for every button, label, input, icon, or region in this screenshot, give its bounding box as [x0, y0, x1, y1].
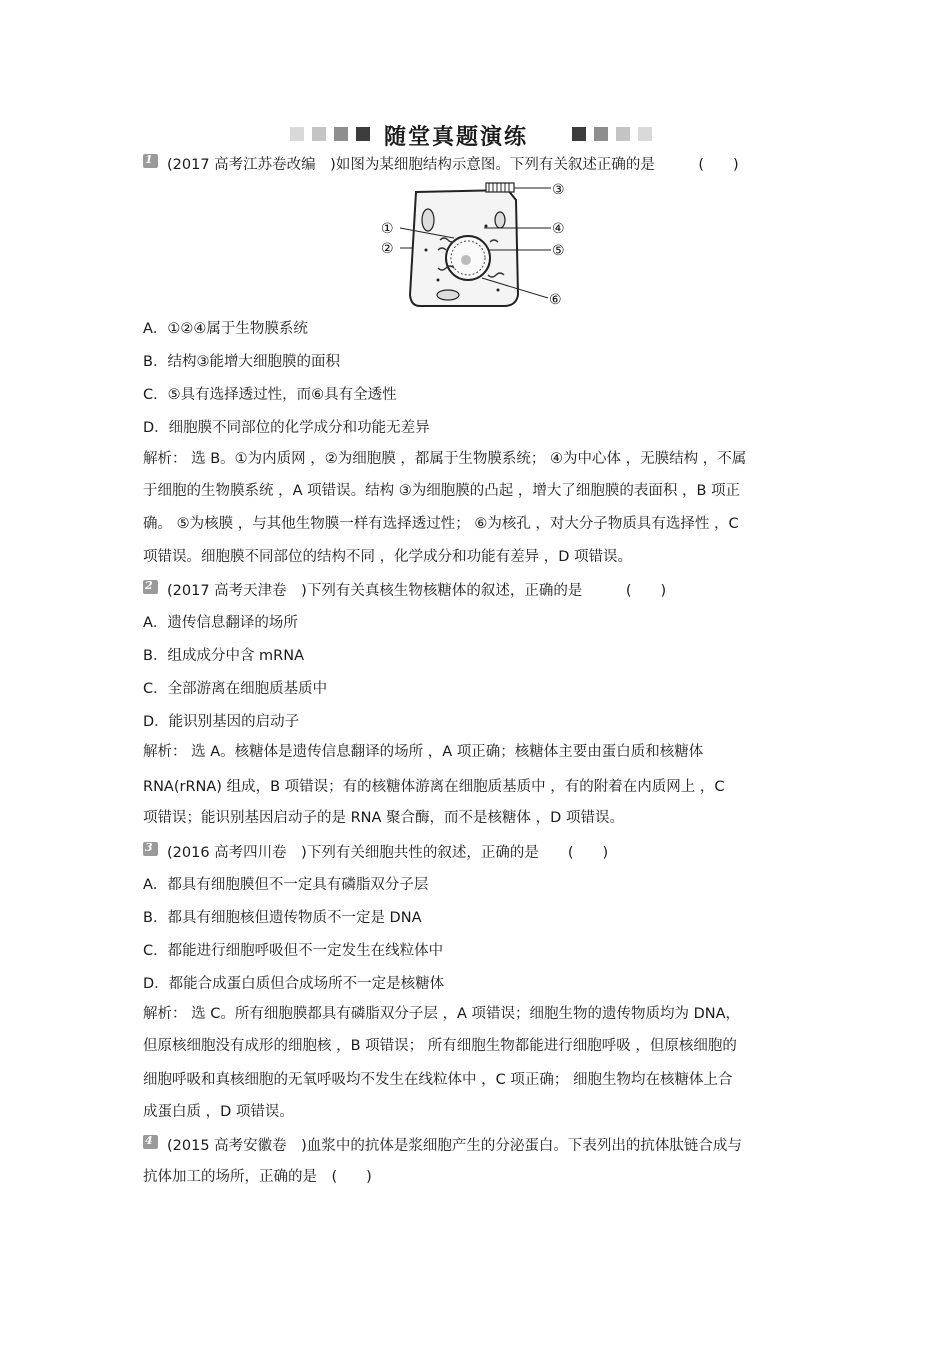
decor-square	[572, 127, 586, 141]
label-5: ⑤	[552, 243, 565, 259]
question-stem: (2015 高考安徽卷 )血浆中的抗体是浆细胞产生的分泌蛋白。下表列出的抗体肽链合成与	[167, 1138, 742, 1154]
question-stem: (2016 高考四川卷 )下列有关细胞共性的叙述，正确的是 ( )	[167, 845, 609, 861]
option-b: B．结构③能增大细胞膜的面积	[143, 354, 340, 370]
decor-square	[334, 127, 348, 141]
option-a: A．遗传信息翻译的场所	[143, 615, 298, 631]
label-2: ②	[381, 241, 394, 257]
option-d: D．能识别基因的启动子	[143, 714, 300, 730]
question-stem: (2017 高考天津卷 )下列有关真核生物核糖体的叙述，正确的是 ( )	[167, 583, 667, 599]
question-number-icon: 2	[143, 580, 158, 594]
decor-square	[616, 127, 630, 141]
question-number-icon: 1	[143, 154, 158, 168]
analysis-line: 解析： 选 C。所有细胞膜都具有磷脂双分子层 ，A 项错误；细胞生物的遗传物质均为 DNA，	[143, 1006, 741, 1022]
label-1: ①	[381, 221, 394, 237]
analysis-line: RNA(rRNA) 组成，B 项错误；有的核糖体游离在细胞质基质中 ，有的附着在内质网上 ，C	[143, 779, 725, 795]
analysis-line: 成蛋白质 ，D 项错误。	[143, 1104, 294, 1120]
question-stem: (2017 高考江苏卷改编 )如图为某细胞结构示意图。下列有关叙述正确的是 ( )	[167, 157, 739, 173]
analysis-line: 确。 ⑤为核膜 ，与其他生物膜一样有选择透过性； ⑥为核孔 ，对大分子物质具有选择性 ，C	[143, 516, 739, 532]
cell-diagram	[378, 180, 578, 310]
option-c: C．⑤具有选择透过性，而⑥具有全透性	[143, 387, 397, 403]
option-a: A．都具有细胞膜但不一定具有磷脂双分子层	[143, 877, 429, 893]
section-title: 随堂真题演练	[384, 125, 529, 150]
analysis-line: 项错误。细胞膜不同部位的结构不同 ，化学成分和功能有差异 ，D 项错误。	[143, 549, 632, 565]
analysis-line: 解析： 选 A。核糖体是遗传信息翻译的场所 ，A 项正确；核糖体主要由蛋白质和核糖体	[143, 744, 704, 760]
option-d: D．都能合成蛋白质但合成场所不一定是核糖体	[143, 976, 445, 992]
decor-square	[356, 127, 370, 141]
option-c: C．全部游离在细胞质基质中	[143, 681, 328, 697]
question-number-icon: 3	[143, 842, 158, 856]
analysis-line: 于细胞的生物膜系统 ，A 项错误。结构 ③为细胞膜的凸起 ，增大了细胞膜的表面积 ，B 项正	[143, 483, 741, 499]
label-6: ⑥	[549, 292, 562, 308]
label-3: ③	[552, 182, 565, 198]
option-b: B．都具有细胞核但遗传物质不一定是 DNA	[143, 910, 422, 926]
option-d: D．细胞膜不同部位的化学成分和功能无差异	[143, 420, 430, 436]
option-b: B．组成成分中含 mRNA	[143, 648, 305, 664]
decor-square	[638, 127, 652, 141]
decor-square	[312, 127, 326, 141]
question-number-icon: 4	[143, 1135, 158, 1149]
analysis-line: 解析： 选 B。①为内质网 ，②为细胞膜 ，都属于生物膜系统； ④为中心体 ，无膜结构 ，不属	[143, 451, 747, 467]
decor-square	[290, 127, 304, 141]
analysis-line: 项错误；能识别基因启动子的是 RNA 聚合酶，而不是核糖体 ，D 项错误。	[143, 810, 624, 826]
decor-square	[594, 127, 608, 141]
analysis-line: 细胞呼吸和真核细胞的无氧呼吸均不发生在线粒体中 ，C 项正确； 细胞生物均在核糖体上合	[143, 1072, 733, 1088]
section-header	[288, 118, 660, 148]
option-c: C．都能进行细胞呼吸但不一定发生在线粒体中	[143, 943, 444, 959]
analysis-line: 但原核细胞没有成形的细胞核 ，B 项错误； 所有细胞生物都能进行细胞呼吸 ，但原核细胞的	[143, 1038, 737, 1054]
label-4: ④	[552, 221, 565, 237]
option-a: A．①②④属于生物膜系统	[143, 321, 308, 337]
question-stem-continued: 抗体加工的场所，正确的是 ( )	[143, 1169, 372, 1185]
